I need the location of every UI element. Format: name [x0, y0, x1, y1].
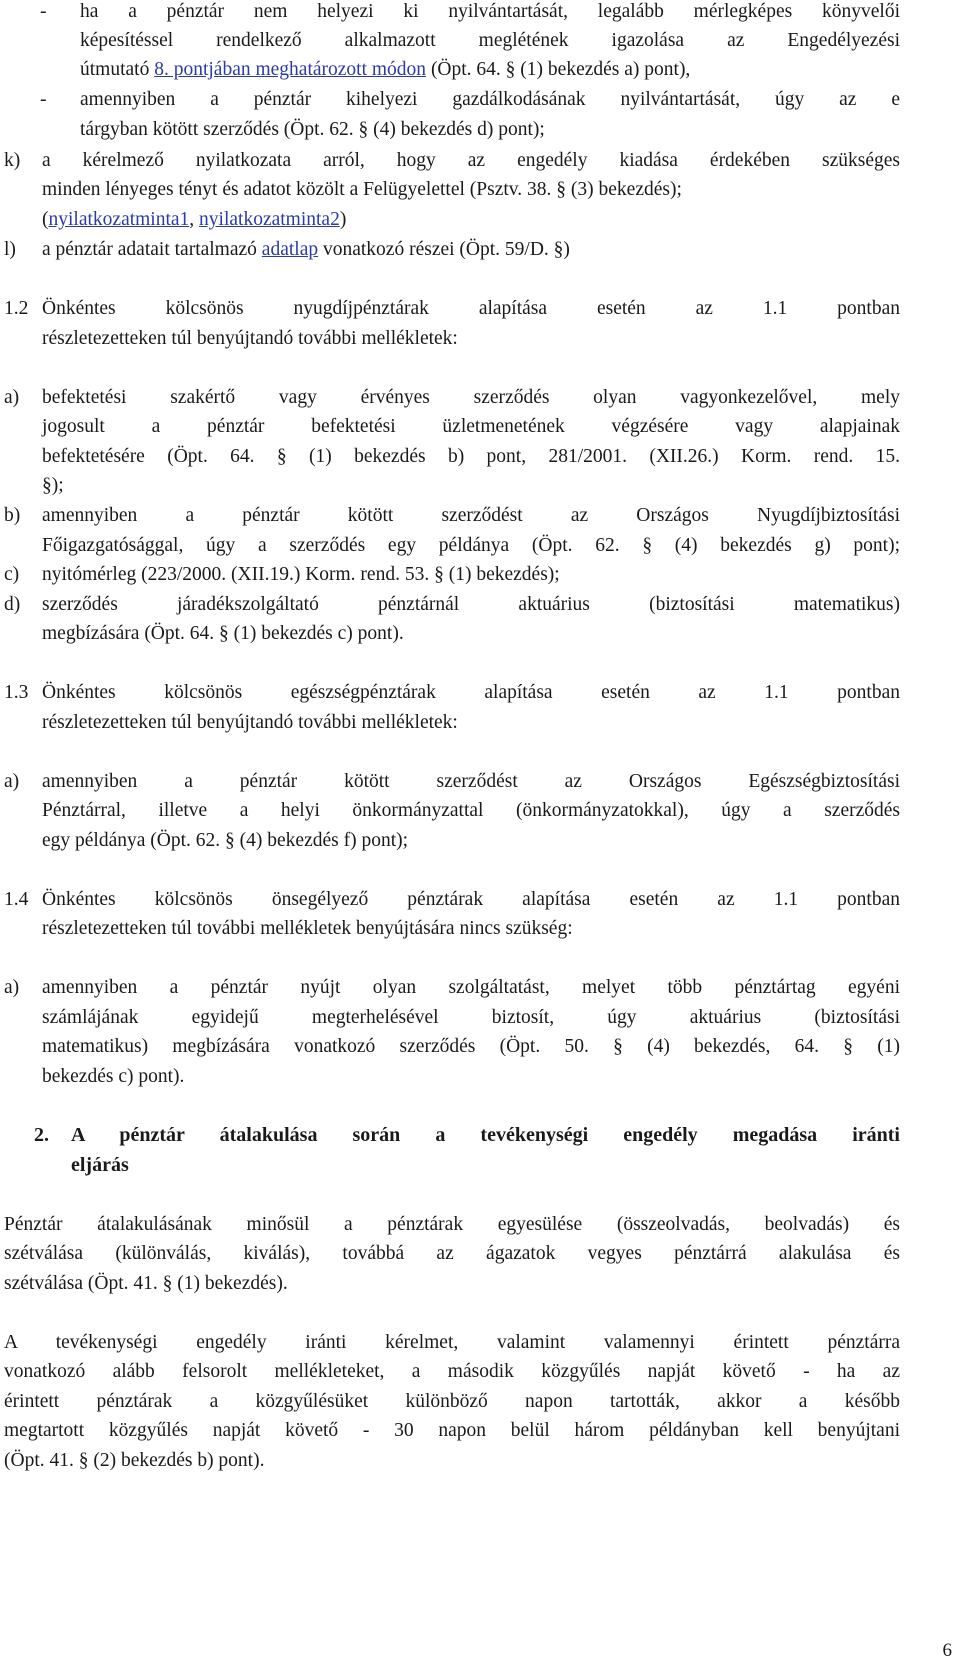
paragraph-line: ha a pénztár nem helyezi ki nyilvántartását, legalább mérlegképes könyvelői — [80, 1, 900, 22]
declaration-sample-1-link[interactable]: nyilatkozatminta1 — [48, 209, 190, 230]
paragraph-line: amennyiben a pénztár kötött szerződést az Országos Egészségbiztosítási — [42, 771, 900, 792]
heading-line: eljárás — [71, 1154, 129, 1176]
item-marker: c) — [4, 564, 20, 585]
paragraph-line: részletezetteken túl benyújtandó további mellékletek: — [42, 712, 458, 733]
dash-marker: - — [40, 1, 47, 22]
list-item-line — [42, 204, 900, 235]
paragraph-line: Önkéntes kölcsönös egészségpénztárak alapítása esetén az 1.1 pontban — [42, 682, 900, 703]
paragraph-line: részletezetteken túl benyújtandó további mellékletek: — [42, 328, 458, 349]
paragraph-line: szerződés járadékszolgáltató pénztárnál aktuárius (biztosítási matematikus) — [42, 594, 900, 615]
paragraph-line: képesítéssel rendelkező alkalmazott meglétének igazolása az Engedélyezési — [80, 30, 900, 51]
paragraph-line: befektetésére (Öpt. 64. § (1) bekezdés b) pont, 281/2001. (XII.26.) Korm. rend. 15. — [42, 446, 900, 467]
paragraph-line: befektetési szakértő vagy érvényes szerződés olyan vagyonkezelővel, mely — [42, 387, 900, 408]
text-span: vonatkozó részei (Öpt. 59/D. §) — [318, 239, 570, 260]
list-item-line: minden lényeges tényt és adatot közölt a Felügyelettel (Psztv. 38. § (3) bekezdés); — [42, 179, 682, 200]
section-number: 1.3 — [4, 682, 29, 703]
item-marker: a) — [4, 977, 20, 998]
paragraph-line: a kérelmező nyilatkozata arról, hogy az engedély kiadása érdekében szükséges — [42, 150, 900, 171]
paragraph-line: amennyiben a pénztár nyújt olyan szolgáltatást, melyet több pénztártag egyéni — [42, 977, 900, 998]
item-marker: d) — [4, 594, 21, 615]
paragraph-line: matematikus) megbízására vonatkozó szerződés (Öpt. 50. § (4) bekezdés, 64. § (1) — [42, 1036, 900, 1057]
item-marker: a) — [4, 387, 20, 408]
text-span: ) — [339, 209, 347, 230]
item-marker: l) — [4, 239, 16, 260]
text-span: útmutató — [80, 59, 155, 80]
item-marker: a) — [4, 771, 20, 792]
list-item-line: bekezdés c) pont). — [42, 1066, 185, 1087]
page-number: 6 — [942, 1640, 952, 1661]
paragraph-line: (Öpt. 41. § (2) bekezdés b) pont). — [4, 1450, 265, 1471]
paragraph-line: megtartott közgyűlés napját követő - 30 napon belül három példányban kell benyújtani — [4, 1420, 900, 1441]
paragraph-line: Pénztár átalakulásának minősül a pénztárak egyesülése (összeolvadás, beolvadás) és — [4, 1214, 900, 1235]
list-item-line: tárgyban kötött szerződés (Öpt. 62. § (4) bekezdés d) pont); — [80, 119, 545, 140]
paragraph-line: amennyiben a pénztár kihelyezi gazdálkodásának nyilvántartását, úgy az e — [80, 89, 900, 110]
paragraph-line: Önkéntes kölcsönös nyugdíjpénztárak alapítása esetén az 1.1 pontban — [42, 298, 900, 319]
list-item-line: egy példánya (Öpt. 62. § (4) bekezdés f) pont); — [42, 830, 409, 851]
paragraph-line: jogosult a pénztár befektetési üzletmenetének végzésére vagy alapjainak — [42, 416, 900, 437]
item-marker: k) — [4, 150, 21, 171]
paragraph-line: Főigazgatósággal, úgy a szerződés egy példánya (Öpt. 62. § (4) bekezdés g) pont); — [42, 535, 900, 556]
paragraph-line: amennyiben a pénztár kötött szerződést az Országos Nyugdíjbiztosítási — [42, 505, 900, 526]
text-span: a pénztár adatait tartalmazó — [42, 239, 262, 260]
declaration-sample-2-link[interactable]: nyilatkozatminta2 — [199, 209, 340, 230]
data-sheet-link[interactable]: adatlap — [261, 239, 319, 260]
paragraph-line — [42, 234, 570, 265]
paragraph-line: szétválása (Öpt. 41. § (1) bekezdés). — [4, 1273, 288, 1294]
paragraph-line: szétválása (különválás, kiválás), továbbá az ágazatok vegyes pénztárrá alakulása és — [4, 1243, 900, 1264]
list-item-line: §); — [42, 475, 64, 496]
text-span: ( — [42, 209, 49, 230]
section-number: 1.2 — [4, 298, 29, 319]
paragraph-line: részletezetteken túl további mellékletek benyújtására nincs szükség: — [42, 918, 573, 939]
list-item-line: megbízására (Öpt. 64. § (1) bekezdés c) pont). — [42, 623, 404, 644]
chapter-number: 2. — [34, 1124, 49, 1146]
paragraph-line: Önkéntes kölcsönös önsegélyező pénztárak alapítása esetén az 1.1 pontban — [42, 889, 900, 910]
text-span: (Öpt. 64. § (1) bekezdés a) pont), — [426, 59, 691, 80]
paragraph-line: A tevékenységi engedély iránti kérelmet, valamint valamennyi érintett pénztárra — [4, 1332, 900, 1353]
paragraph-line: vonatkozó alább felsorolt mellékleteket, a második közgyűlés napját követő - ha az — [4, 1361, 900, 1382]
paragraph-line: Pénztárral, illetve a helyi önkormányzattal (önkormányzatokkal), úgy a szerződés — [42, 800, 900, 821]
guide-section-link[interactable]: 8. pontjában meghatározott módon — [154, 59, 427, 80]
paragraph-line: számlájának egyidejű megterhelésével biztosít, úgy aktuárius (biztosítási — [42, 1007, 900, 1028]
text-span: , — [189, 209, 200, 230]
heading-line: A pénztár átalakulása során a tevékenységi engedély megadása iránti — [71, 1124, 900, 1146]
dash-marker: - — [40, 89, 47, 110]
paragraph-line: nyitómérleg (223/2000. (XII.19.) Korm. rend. 53. § (1) bekezdés); — [42, 564, 560, 585]
section-number: 1.4 — [4, 889, 29, 910]
item-marker: b) — [4, 505, 21, 526]
list-item-line — [80, 54, 900, 85]
paragraph-line: érintett pénztárak a közgyűlésüket különböző napon tartották, akkor a később — [4, 1391, 900, 1412]
